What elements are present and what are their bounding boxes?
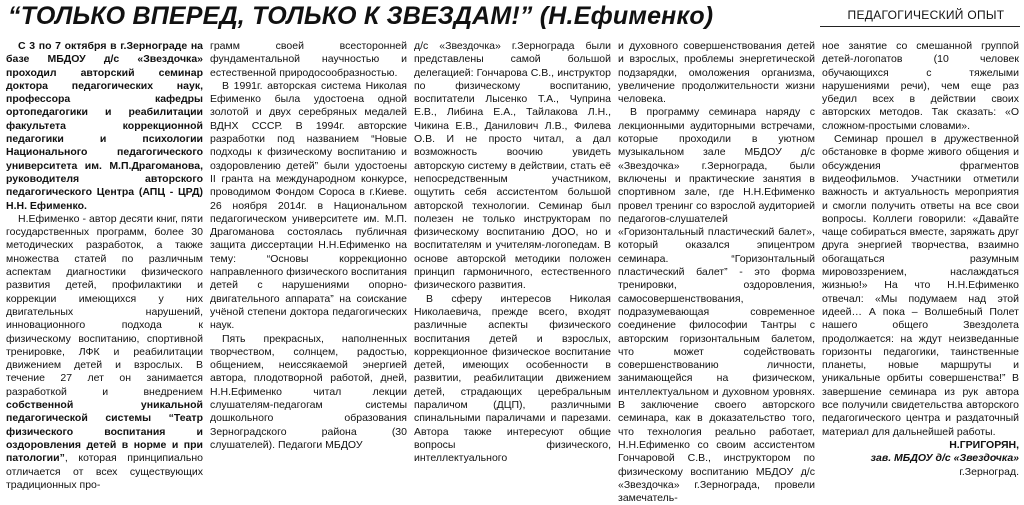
rubric-divider <box>820 26 1020 27</box>
article-headline: “ТОЛЬКО ВПЕРЕД, ТОЛЬКО К ЗВЕЗДАМ!” (Н.Ефименко) <box>8 2 714 30</box>
section-rubric: ПЕДАГОГИЧЕСКИЙ ОПЫТ <box>847 8 1005 22</box>
body-paragraph: ное занятие со смешанной группой детей-логопатов (10 человек обучающихся с тяжелыми нарушениями речи), чем еще раз убедил всех в действии своих авторских методов. Так сказать: «О сложном-простыми словами». <box>822 40 1019 132</box>
body-paragraph <box>6 213 203 492</box>
body-text: Н.Ефименко - автор десяти книг, пяти государственных программ, более 30 методических разработок, а также множества статей по различным аспектам диагностики физического развития детей, профилактики и коррекции имеющихся у них двигательных нарушений, инновационного подхода к физическому воспитанию, спортивной тренировке, ЛФК и реабилитации движением детей и взрослых. В течение 27 лет он занимается разработкой и внедрением <box>6 212 203 398</box>
body-paragraph: д/с «Звездочка» г.Зернограда были представлены самой большой делегацией: Гончарова С.В., инструктор по физическому воспитанию, воспитатели Лысенко Т.А., Чуприна Е.В., Либина Е.А., Тайлакова Л.Н., Чикина Е.В., Данилович Л.В., Филева О.В. И не просто читал, а дал возможность воочию увидеть авторскую систему в действии, стать её непосредственным участником, ощутить себя ассистентом большой авторской технологии. Семинар был полезен не только инструкторам по физическому воспитанию ДОО, но и воспитателям и учителям-логопедам. В основе авторской методики положен принцип гармоничного, естественного физического развития. <box>414 40 611 292</box>
column-5 <box>822 40 1019 492</box>
body-text: , которая принципиально отличается от всех существующих традиционных про- <box>6 452 203 491</box>
body-paragraph: Пять прекрасных, наполненных творчеством, солнцем, радостью, общением, неиссякаемой энергией автора, плодотворной работой, дней, Н.Н.Ефименко читал лекции слушателям-педагогам системы дошкольного образования Зерноградского района (30 слушателей). Педагоги МБДОУ <box>210 332 407 451</box>
author-role: зав. МБДОУ д/с «Звездочка» <box>870 452 1019 465</box>
body-paragraph: В сферу интересов Николая Николаевича, прежде всего, входят различные аспекты физического воспитания детей и взрослых, коррекционное физическое воспитание детей, имеющих особенности в развитии, реабилитации движением детей, страдающих церебральным параличом (ДЦП), различными спинальными параличами и парезами. Автора также интересуют общие вопросы физического, интеллектуального <box>414 292 611 465</box>
column-4 <box>618 40 815 505</box>
author-city: г.Зерноград. <box>959 465 1019 478</box>
author-name: Н.ГРИГОРЯН, <box>949 438 1019 451</box>
bold-text: собственной уникальной педагогической системы “Театр физического воспитания и оздоровления детей в норме и при патологии” <box>6 399 203 465</box>
body-paragraph: В программу семинара наряду с лекционными аудиторными встречами, которые проходили в уютном музыкальном зале МБДОУ д/с «Звездочка» г.Зернограда, были включены и практические занятия в спортивном зале, где Н.Н.Ефименко провел тренинг со взрослой аудиторией педагогов-слушателей «Горизонтальный пластический балет», который оказался эпицентром семинара. “Горизонтальный пластический балет” - это форма тренировки, оздоровления, самосовершенствования, подразумевающая современное соединение философии Тантры с авторским горизонтальным балетом, что может содействовать совершенствованию личности, занимающейся на физическом, интеллектуальном и духовном уровнях. В заключение своего авторского семинара, как в доказательство того, что технология реально работает, Н.Н.Ефименко со своим ассистентом Гончаровой С.В., инструктором по физическому воспитанию МБДОУ д/с «Звездочка» г.Зернограда, провели замечатель- <box>618 106 815 505</box>
body-paragraph: Семинар прошел в дружественной обстановке в форме живого общения и обсуждения фрагментов видеофильмов. Участники отметили важность и актуальность мероприятия и смогли получить ответы на все свои вопросы. Коллеги говорили: «Давайте чаще собираться вместе, заряжать друг друга энергией творчества, взаимно обогащаться разумным мировоззрением, наслаждаться жизнью!» На что Н.Н.Ефименко отвечал: «Мы подумаем над этой идеей… А пока – Волшебный Полет нашего общего Звездолета продолжается: на ждут неизведанные горизонты педагогики, таинственные планеты, новые маршруты и уникальные орбиты совершенства!” В завершение семинара из рук автора все получили свидетельства авторского педагогического центра и раздаточный материал для дальнейшей работы. <box>822 133 1019 438</box>
column-3 <box>414 40 611 492</box>
body-paragraph: грамм своей всесторонней фундаментальной научностью и естественной природосообразностью. <box>210 40 407 79</box>
body-paragraph: В 1991г. авторская система Николая Ефименко была удостоена одной золотой и двух серебряных медалей ВДНХ СССР. В 1994г. авторские разработки под названием “Новые подходы к физическому воспитанию и оздоровлению детей” были удостоены II гранта на международном конкурсе, проводимом Фондом Сороса в г.Киеве. 26 ноября 2014г. в Национальном педагогическом университете им. М.П. Драгоманова состоялась публичная защита диссертации Н.Н.Ефименко на тему: “Основы коррекционно направленного физического воспитания детей с нарушениями опорно-двигательного аппарата” на соискание учёной степени доктора педагогических наук. <box>210 79 407 332</box>
column-2 <box>210 40 407 492</box>
body-paragraph: и духовного совершенствования детей и взрослых, проблемы энергетической подзарядки, омоложения организма, увеличение продолжительности жизни человека. <box>618 40 815 106</box>
column-1 <box>6 40 203 492</box>
lead-paragraph: С 3 по 7 октября в г.Зерноградe на базе МБДОУ д/с «Звездочка» проходил авторский семинар доктора педагогических наук, профессора кафедры ортопедагогики и реабилитации факультета коррекционной педагогики и психологии Национального педагогического университета им. М.П.Драгоманова, руководителя авторского педагогического Центра (АПЦ - ЦРД) Н.Н. Ефименко. <box>6 40 203 212</box>
